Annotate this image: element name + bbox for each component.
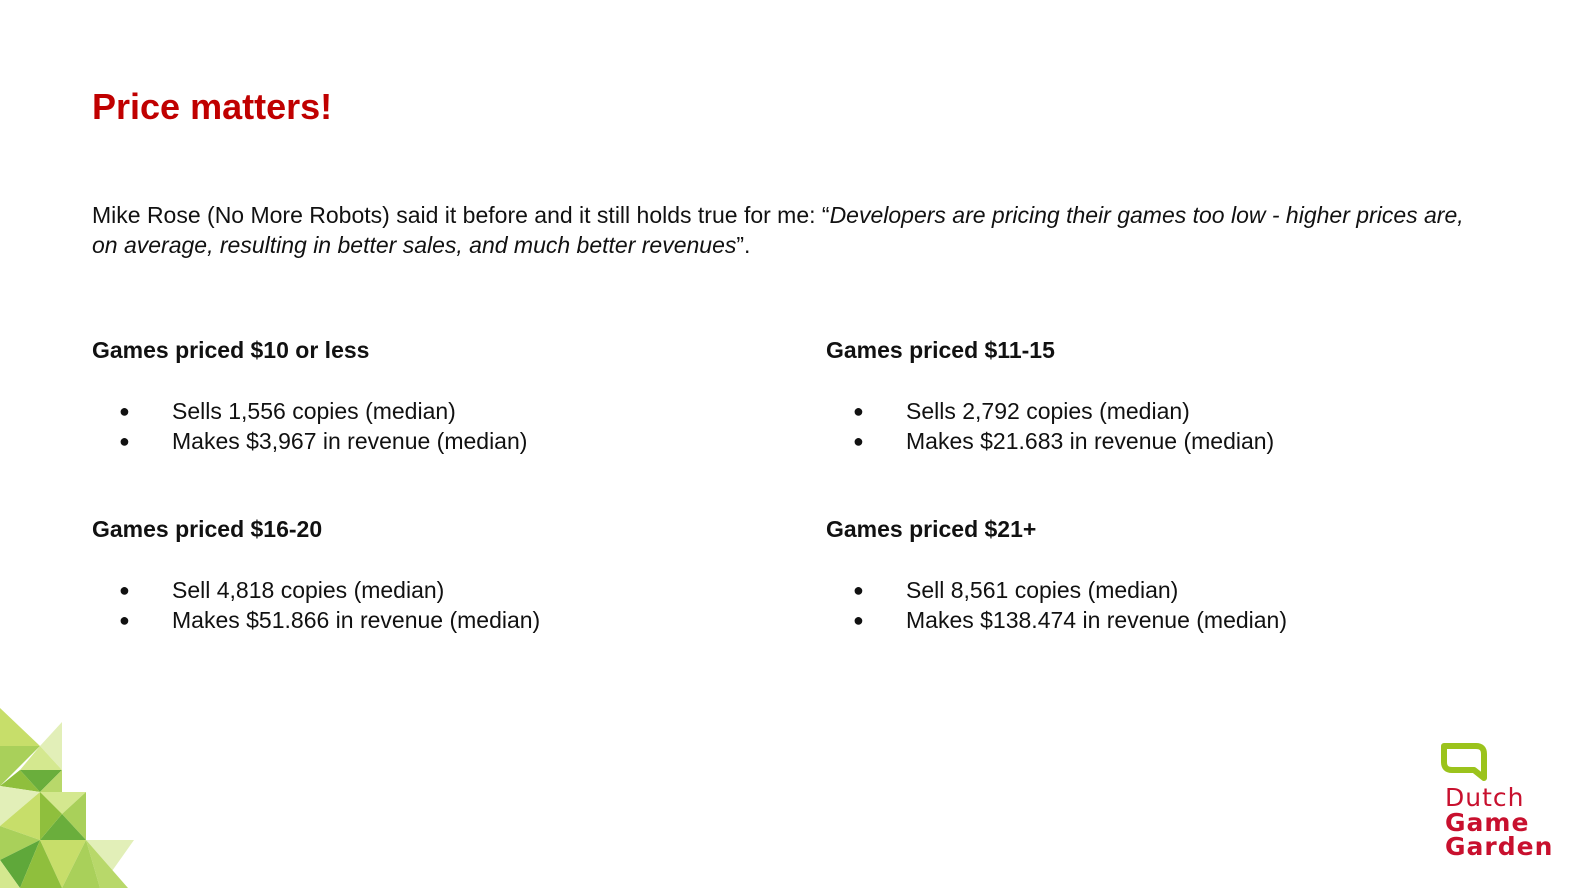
bullet-item (826, 426, 1506, 456)
bullet-text: Makes $3,967 in revenue (median) (172, 428, 528, 454)
bullet-list (92, 396, 772, 456)
bullet-item (826, 605, 1506, 635)
logo-line-game: Game (1445, 807, 1530, 837)
bullet-text: Makes $51.866 in revenue (median) (172, 607, 541, 633)
dutch-game-garden-logo (1438, 742, 1558, 872)
triangle-pattern-decoration (0, 700, 140, 888)
bullet-dot-icon: ● (853, 401, 864, 421)
bullet-item (92, 396, 772, 426)
bullet-dot-icon: ● (119, 401, 130, 421)
bullet-dot-icon: ● (853, 610, 864, 630)
section-heading: Games priced $16-20 (92, 516, 323, 542)
bullet-list (92, 575, 772, 635)
bullet-text: Makes $138.474 in revenue (median) (906, 607, 1288, 633)
logo-line-garden: Garden (1445, 832, 1554, 861)
intro-paragraph (92, 200, 1472, 260)
section-price-10-or-less (92, 336, 772, 456)
bullet-text: Sells 1,556 copies (median) (172, 398, 456, 424)
bullet-list (826, 396, 1506, 456)
section-heading: Games priced $10 or less (92, 337, 370, 363)
bullet-item (92, 605, 772, 635)
bullet-list (826, 575, 1506, 635)
bullet-dot-icon: ● (119, 580, 130, 600)
intro-suffix: ”. (736, 232, 751, 258)
bullet-text: Sell 8,561 copies (median) (906, 577, 1179, 603)
bullet-item (826, 396, 1506, 426)
section-price-16-20 (92, 515, 772, 635)
bullet-text: Makes $21.683 in revenue (median) (906, 428, 1275, 454)
bullet-dot-icon: ● (853, 431, 864, 451)
section-price-21-plus (826, 515, 1506, 635)
bullet-dot-icon: ● (119, 610, 130, 630)
speech-bubble-logo-icon (1438, 742, 1490, 782)
bullet-text: Sell 4,818 copies (median) (172, 577, 445, 603)
bullet-item (92, 426, 772, 456)
bullet-dot-icon: ● (853, 580, 864, 600)
bullet-item (92, 575, 772, 605)
bullet-dot-icon: ● (119, 431, 130, 451)
section-heading: Games priced $11-15 (826, 337, 1055, 363)
bullet-text: Sells 2,792 copies (median) (906, 398, 1190, 424)
slide-title: Price matters! (92, 86, 333, 127)
section-price-11-15 (826, 336, 1506, 456)
logo-wordmark (1445, 783, 1554, 861)
logo-line-dutch: Dutch (1445, 783, 1525, 812)
bullet-item (826, 575, 1506, 605)
section-heading: Games priced $21+ (826, 516, 1037, 542)
intro-quote: Developers are pricing their games too low - higher prices are, on average, resulting in better sales, and much better revenues (92, 202, 1464, 258)
intro-prefix: Mike Rose (No More Robots) said it before and it still holds true for me: “ (92, 202, 830, 228)
